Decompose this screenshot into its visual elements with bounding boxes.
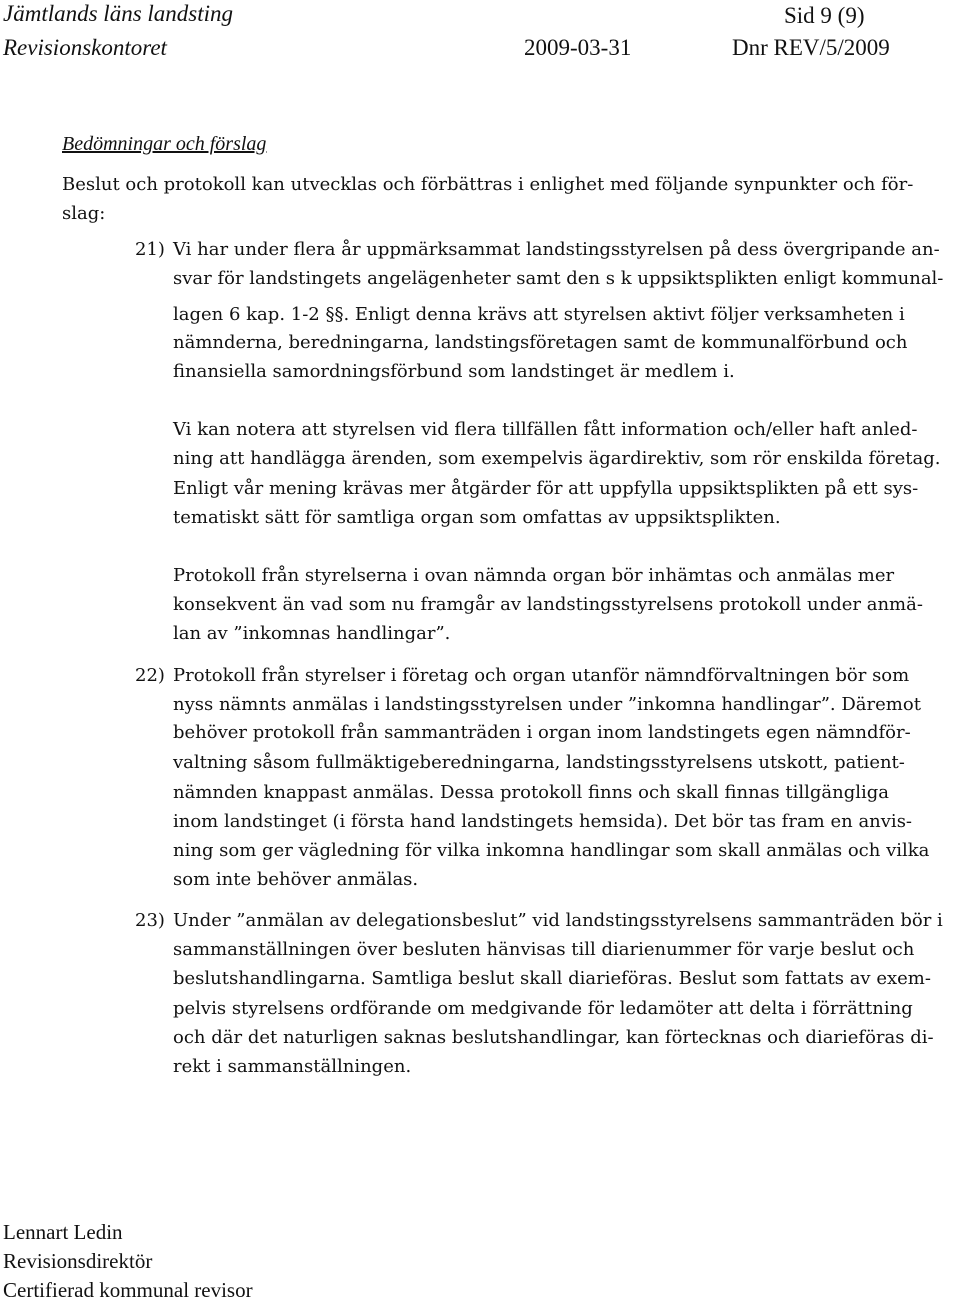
list-item-number: 21): [135, 239, 165, 260]
paragraph-line: lagen 6 kap. 1-2 §§. Enligt denna krävs att styrelsen aktivt följer verksamheten i: [173, 304, 905, 325]
paragraph-line: Vi har under flera år uppmärksammat landstingsstyrelsen på dess övergripande an-: [173, 239, 940, 260]
list-item-number: 22): [135, 665, 165, 686]
intro-line: Beslut och protokoll kan utvecklas och förbättras i enlighet med följande synpunkter och för-: [62, 174, 914, 195]
paragraph-line: tematiskt sätt för samtliga organ som omfattas av uppsiktsplikten.: [173, 507, 781, 528]
paragraph-line: pelvis styrelsens ordförande om medgivande för ledamöter att delta i förrättning: [173, 998, 913, 1019]
paragraph-line: behöver protokoll från sammanträden i organ inom landstingets egen nämndför-: [173, 722, 911, 743]
paragraph-line: Protokoll från styrelserna i ovan nämnda organ bör inhämtas och anmälas mer: [173, 565, 895, 586]
paragraph-line: svar för landstingets angelägenheter samt den s k uppsiktsplikten enligt kommunal-: [173, 268, 944, 289]
list-item-number: 23): [135, 910, 165, 931]
signatory-title: Revisionsdirektör: [3, 1249, 153, 1273]
page-number: Sid 9 (9): [784, 3, 865, 28]
paragraph-line: ning att handlägga ärenden, som exempelvis ägardirektiv, som rör enskilda företag.: [173, 448, 941, 469]
paragraph-line: konsekvent än vad som nu framgår av landstingsstyrelsens protokoll under anmä-: [173, 594, 923, 615]
paragraph-line: och där det naturligen saknas beslutshandlingar, kan förtecknas och diarieföras di-: [173, 1027, 934, 1048]
paragraph-line: rekt i sammanställningen.: [173, 1056, 412, 1077]
paragraph-line: nämnden knappast anmälas. Dessa protokoll finns och skall finnas tillgängliga: [173, 782, 890, 803]
paragraph-line: ning som ger vägledning för vilka inkomna handlingar som skall anmälas och vilka: [173, 840, 930, 861]
intro-line: slag:: [62, 203, 106, 224]
paragraph-line: lan av ”inkomnas handlingar”.: [173, 623, 451, 644]
section-heading: Bedömningar och förslag: [62, 133, 267, 155]
organization-name: Jämtlands läns landsting: [3, 1, 234, 26]
paragraph-line: finansiella samordningsförbund som landstinget är medlem i.: [173, 361, 735, 382]
office-name: Revisionskontoret: [3, 35, 167, 60]
document-reference-number: Dnr REV/5/2009: [732, 35, 890, 60]
signatory-name: Lennart Ledin: [3, 1220, 123, 1244]
paragraph-line: valtning såsom fullmäktigeberedningarna, landstingsstyrelsens utskott, patient-: [173, 752, 905, 773]
document-date: 2009-03-31: [524, 35, 632, 60]
paragraph-line: nämnderna, beredningarna, landstingsföretagen samt de kommunalförbund och: [173, 332, 908, 353]
paragraph-line: beslutshandlingarna. Samtliga beslut skall diarieföras. Beslut som fattats av exem-: [173, 968, 931, 989]
paragraph-line: som inte behöver anmälas.: [173, 869, 419, 890]
paragraph-line: Enligt vår mening krävas mer åtgärder för att uppfylla uppsiktsplikten på ett sys-: [173, 478, 919, 499]
paragraph-line: nyss nämnts anmälas i landstingsstyrelsen under ”inkomna handlingar”. Däremot: [173, 694, 921, 715]
paragraph-line: Vi kan notera att styrelsen vid flera tillfällen fått information och/eller haft anled-: [173, 419, 918, 440]
paragraph-line: sammanställningen över besluten hänvisas till diarienummer för varje beslut och: [173, 939, 915, 960]
paragraph-line: Protokoll från styrelser i företag och organ utanför nämndförvaltningen bör som: [173, 665, 910, 686]
paragraph-line: Under ”anmälan av delegationsbeslut” vid landstingsstyrelsens sammanträden bör i: [173, 910, 943, 931]
paragraph-line: inom landstinget (i första hand landstingets hemsida). Det bör tas fram en anvis-: [173, 811, 913, 832]
signatory-certification: Certifierad kommunal revisor: [3, 1278, 253, 1302]
